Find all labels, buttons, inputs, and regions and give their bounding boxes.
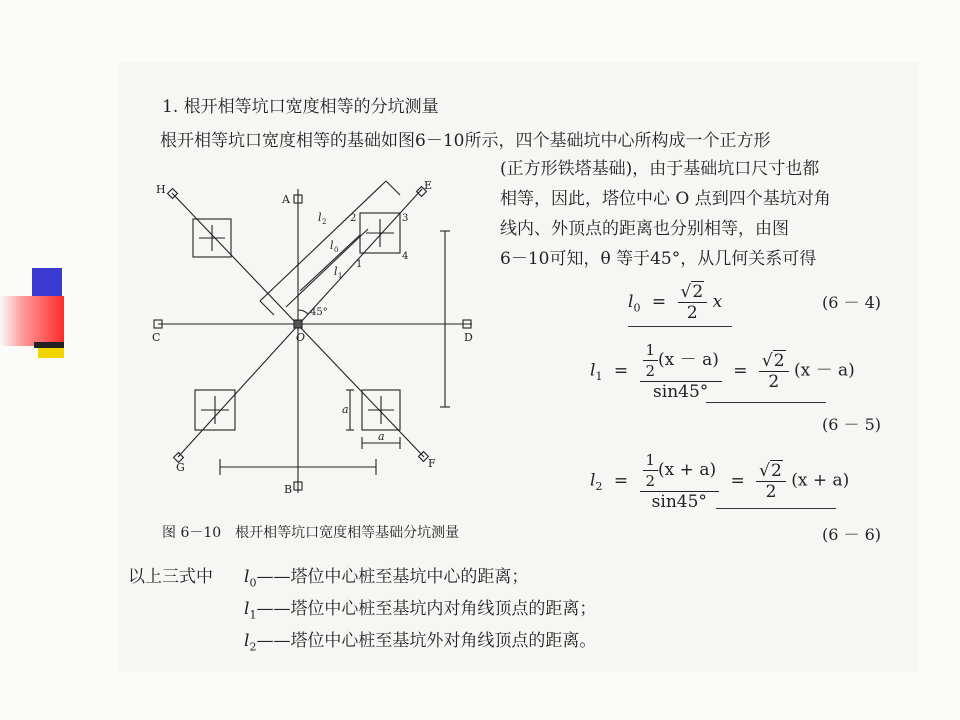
- paragraph-line-4: 线内、外顶点的距离也分别相等，由图: [500, 219, 789, 239]
- label-p4: 4: [402, 251, 409, 262]
- label-d: D: [464, 331, 473, 344]
- paragraph-line-2: (正方形铁塔基础)，由于基础坑口尺寸也都: [500, 159, 820, 179]
- definitions-intro: 以上三式中: [128, 567, 213, 587]
- equation-6-4: $l_0$ = $\frac{√2}{2}$ x: [628, 282, 723, 323]
- definition-l1: $l_1——$塔位中心桩至基坑内对角线顶点的距离；: [244, 599, 597, 622]
- label-l1-sub: 1: [338, 272, 343, 280]
- label-o: O: [296, 331, 306, 344]
- equation-6-6: $l_2$ = $\frac{1}{2}$ (x + a) sin45° = $\frac{√2}{2}$ (x + a): [590, 451, 850, 512]
- dim-line-l2: [260, 181, 386, 301]
- paragraph-line-3: 相等，因此，塔位中心 O 点到四个基坑对角: [500, 189, 831, 209]
- label-a: A: [282, 193, 290, 206]
- equation-number-6-5: (6 － 5): [822, 415, 882, 434]
- deco-red-gradient: [0, 296, 64, 346]
- slide-decoration: [0, 262, 66, 362]
- eq-6-5-underline: [706, 402, 826, 403]
- eq-6-6-underline: [716, 508, 836, 509]
- label-h: H: [156, 183, 166, 196]
- definition-l2: $l_2——$塔位中心桩至基坑外对角线顶点的距离。: [244, 631, 597, 654]
- label-p2: 2: [350, 213, 357, 224]
- label-p1: 1: [356, 259, 363, 270]
- label-l1: l: [334, 265, 338, 278]
- label-dim-a-vertical: a: [342, 403, 349, 416]
- label-c: C: [152, 331, 161, 344]
- equation-6-5: $l_1$ = $\frac{1}{2}$ (x － a) sin45° = $\frac{√2}{2}$ (x － a): [590, 341, 855, 402]
- label-b: B: [284, 483, 293, 496]
- paragraph-line-5: 6－10可知，θ 等于45°，从几何关系可得: [500, 249, 817, 269]
- eq-6-4-underline: [628, 326, 732, 327]
- label-l2-sub: 2: [322, 218, 327, 226]
- label-f: F: [428, 457, 436, 470]
- deco-black-bar: [34, 342, 64, 348]
- section-title: 1. 根开相等坑口宽度相等的分坑测量: [162, 97, 439, 117]
- figure-caption: 图 6－10 根开相等坑口宽度相等基础分坑测量: [162, 525, 460, 541]
- label-dim-a-horizontal: a: [378, 430, 385, 443]
- equation-number-6-6: (6 － 6): [822, 525, 882, 544]
- label-e: E: [424, 179, 433, 192]
- label-l0-sub: 0: [334, 246, 339, 254]
- equation-number-6-4: (6 － 4): [822, 293, 882, 312]
- label-l0: l: [330, 239, 334, 252]
- label-g: G: [176, 461, 185, 474]
- paragraph-line-1: 根开相等坑口宽度相等的基础如图6－10所示，四个基础坑中心所构成一个正方形: [160, 131, 771, 151]
- figure-6-10-diagram: [150, 175, 510, 515]
- label-angle: 45°: [310, 307, 328, 318]
- label-l2: l: [318, 211, 322, 224]
- label-p3: 3: [402, 213, 409, 224]
- definition-l0: $l_0——$塔位中心桩至基坑中心的距离；: [244, 567, 529, 590]
